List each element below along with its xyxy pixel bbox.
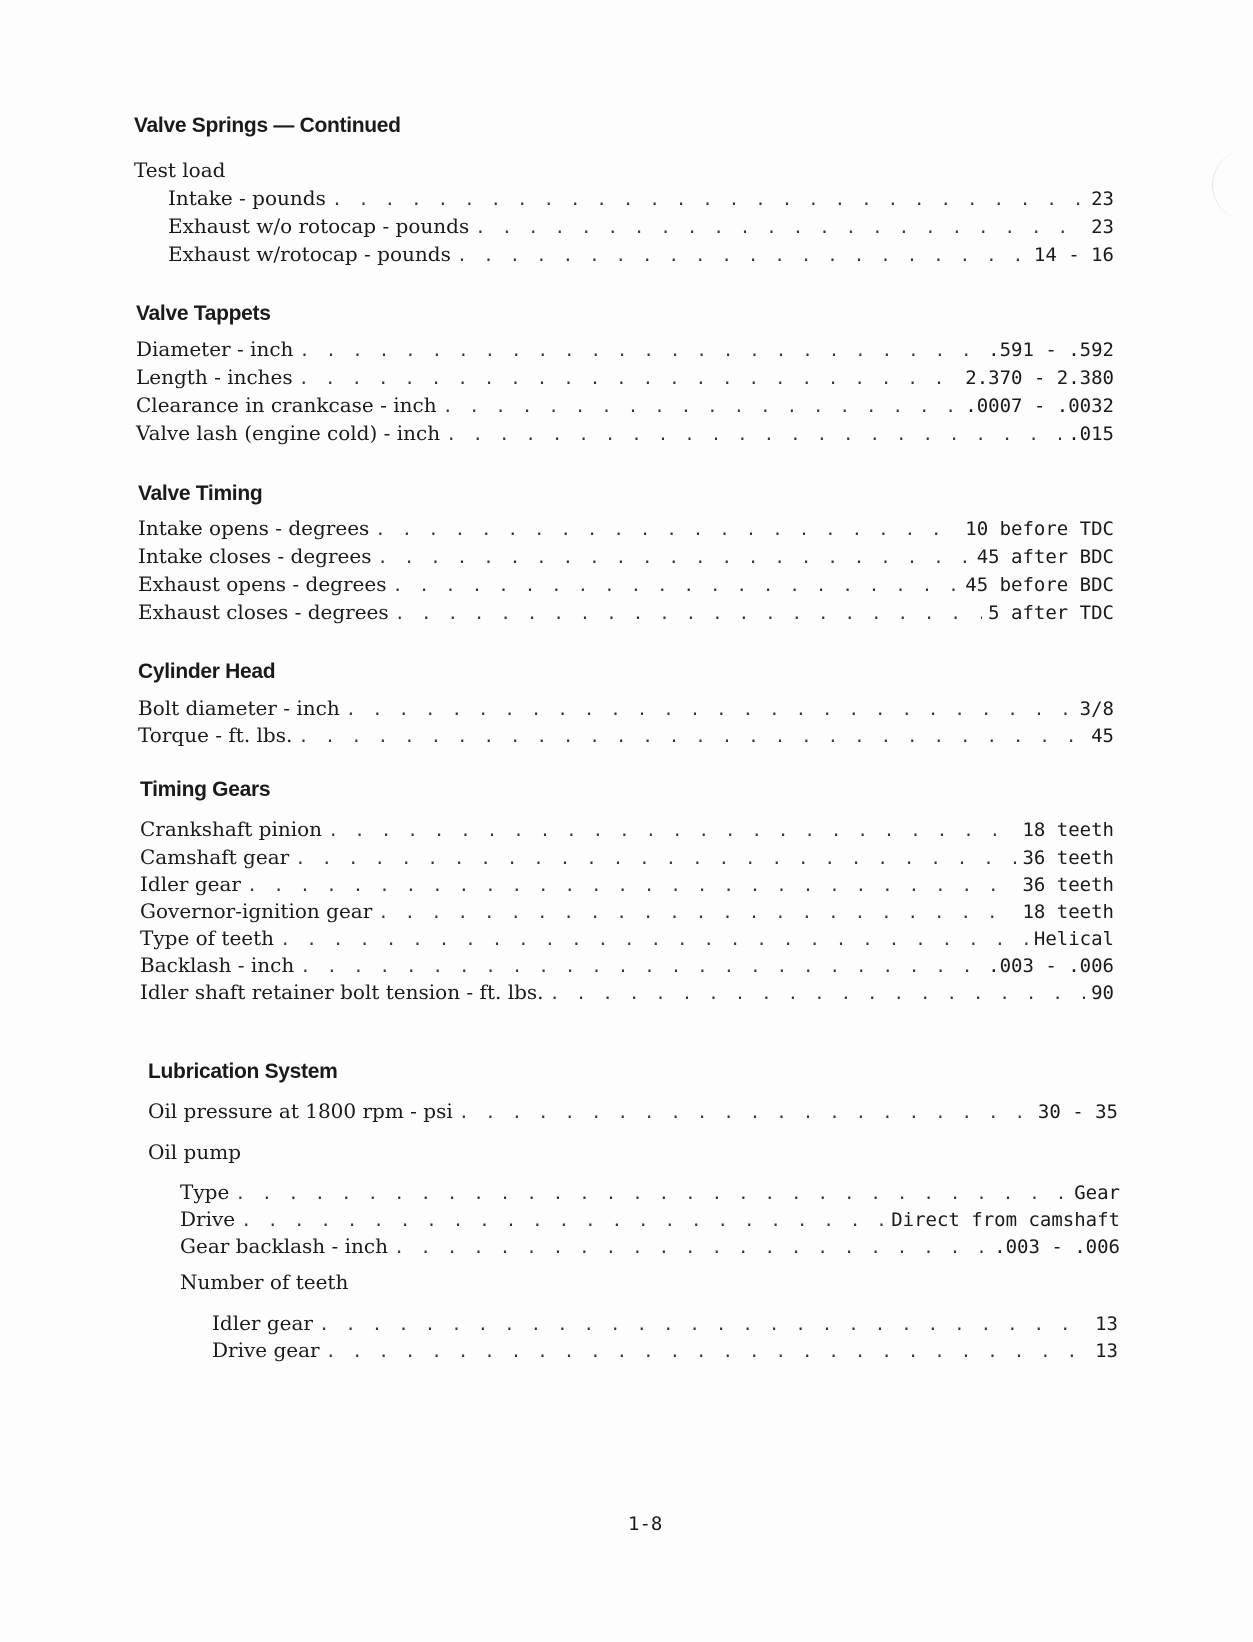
spec-label: Drive gear — [212, 1338, 320, 1362]
leader-dots — [550, 984, 1086, 1004]
spec-label: Idler gear — [212, 1311, 313, 1335]
spec-row — [138, 696, 1114, 720]
spec-row — [138, 600, 1114, 624]
leader-dots — [394, 1238, 988, 1258]
leader-dots — [280, 930, 1028, 950]
spec-row — [180, 1234, 1120, 1258]
spec-label: Intake closes - degrees — [138, 544, 372, 568]
spec-label: Bolt diameter - inch — [138, 696, 340, 720]
spec-row — [136, 365, 1114, 389]
spec-row — [136, 393, 1114, 417]
spec-label: Governor-ignition gear — [140, 899, 373, 923]
spec-value: 18 teeth — [1022, 901, 1114, 923]
test-load-label: Test load — [134, 158, 226, 182]
leader-dots — [298, 727, 1085, 747]
leader-dots — [241, 1211, 885, 1231]
spec-label: Gear backlash - inch — [180, 1234, 388, 1258]
spec-value: .003 - .006 — [994, 1236, 1120, 1258]
spec-label: Crankshaft pinion — [140, 817, 323, 841]
spec-label: Camshaft gear — [140, 845, 290, 869]
leader-dots — [247, 876, 1017, 896]
spec-row — [140, 899, 1114, 923]
spec-row — [136, 337, 1114, 361]
page-number: 1-8 — [628, 1513, 663, 1535]
leader-dots — [457, 246, 1028, 266]
spec-value: Direct from camshaft — [891, 1209, 1120, 1231]
spec-label: Intake opens - degrees — [138, 516, 370, 540]
leader-dots — [300, 957, 982, 977]
spec-label: Length - inches — [136, 365, 293, 389]
spec-label: Torque - ft. lbs. — [138, 723, 293, 747]
section-heading-cylinder-head: Cylinder Head — [138, 660, 276, 683]
spec-row — [138, 572, 1114, 596]
leader-dots — [299, 369, 960, 389]
spec-label: Idler gear — [140, 872, 241, 896]
leader-dots — [346, 700, 1074, 720]
spec-row — [140, 953, 1114, 977]
spec-value: .591 - .592 — [988, 339, 1114, 361]
spec-value: Gear — [1074, 1182, 1120, 1204]
spec-value: 3/8 — [1079, 698, 1114, 720]
spec-label: Diameter - inch — [136, 337, 294, 361]
spec-value: 23 — [1091, 216, 1114, 238]
spec-row — [138, 516, 1114, 540]
spec-value: 13 — [1095, 1313, 1118, 1335]
spec-value: 5 after TDC — [988, 602, 1114, 624]
spec-value: 13 — [1095, 1340, 1118, 1362]
spec-row — [136, 421, 1114, 445]
spec-label: Valve lash (engine cold) - inch — [136, 421, 441, 445]
spec-label: Exhaust w/rotocap - pounds — [168, 242, 451, 266]
spec-row — [140, 817, 1114, 841]
leader-dots — [443, 397, 960, 417]
leader-dots — [395, 604, 983, 624]
section-heading-valve-springs: Valve Springs — Continued — [134, 114, 401, 137]
spec-value: 14 - 16 — [1033, 244, 1114, 266]
spec-row — [168, 214, 1114, 238]
spec-value: 18 teeth — [1022, 819, 1114, 841]
section-heading-valve-tappets: Valve Tappets — [136, 302, 271, 325]
section-heading-timing-gears: Timing Gears — [140, 778, 271, 801]
number-of-teeth-label: Number of teeth — [180, 1270, 349, 1294]
page-edge — [1212, 150, 1253, 220]
spec-value: Helical — [1033, 928, 1114, 950]
spec-row — [180, 1180, 1120, 1204]
spec-value: 2.370 - 2.380 — [965, 367, 1114, 389]
spec-row — [168, 242, 1114, 266]
leader-dots — [299, 341, 982, 361]
leader-dots — [326, 1342, 1090, 1362]
spec-row — [140, 845, 1114, 869]
leader-dots — [235, 1184, 1068, 1204]
leader-dots — [392, 576, 959, 596]
spec-row — [148, 1099, 1118, 1123]
spec-value: 45 — [1091, 725, 1114, 747]
spec-value: 23 — [1091, 188, 1114, 210]
spec-row — [212, 1311, 1118, 1335]
spec-label: Exhaust closes - degrees — [138, 600, 389, 624]
spec-row — [140, 872, 1114, 896]
leader-dots — [377, 548, 970, 568]
spec-row — [168, 186, 1114, 210]
spec-label: Drive — [180, 1207, 236, 1231]
leader-dots — [328, 821, 1016, 841]
spec-label: Oil pressure at 1800 rpm - psi — [148, 1099, 453, 1123]
section-heading-valve-timing: Valve Timing — [138, 482, 263, 505]
section-heading-lubrication-system: Lubrication System — [148, 1060, 338, 1083]
spec-row — [140, 926, 1114, 950]
spec-value: 10 before TDC — [965, 518, 1114, 540]
spec-value: 90 — [1091, 982, 1114, 1004]
leader-dots — [378, 903, 1016, 923]
leader-dots — [475, 218, 1085, 238]
spec-label: Idler shaft retainer bolt tension - ft. lbs. — [140, 980, 544, 1004]
oil-pump-label: Oil pump — [148, 1140, 241, 1164]
spec-row — [138, 723, 1114, 747]
spec-label: Backlash - inch — [140, 953, 295, 977]
spec-value: 36 teeth — [1022, 874, 1114, 896]
leader-dots — [446, 425, 1062, 445]
spec-value: 30 - 35 — [1037, 1101, 1118, 1123]
leader-dots — [319, 1315, 1089, 1335]
spec-label: Type of teeth — [140, 926, 275, 950]
spec-value: .015 — [1068, 423, 1114, 445]
spec-value: 45 before BDC — [965, 574, 1114, 596]
leader-dots — [459, 1103, 1032, 1123]
spec-label: Type — [180, 1180, 230, 1204]
spec-row — [138, 544, 1114, 568]
spec-label: Exhaust w/o rotocap - pounds — [168, 214, 470, 238]
spec-label: Intake - pounds — [168, 186, 326, 210]
leader-dots — [375, 520, 959, 540]
spec-value: 36 teeth — [1022, 847, 1114, 869]
spec-label: Exhaust opens - degrees — [138, 572, 387, 596]
spec-row — [140, 980, 1114, 1004]
spec-row — [212, 1338, 1118, 1362]
spec-row — [180, 1207, 1120, 1231]
spec-value: 45 after BDC — [976, 546, 1114, 568]
leader-dots — [332, 190, 1085, 210]
spec-label: Clearance in crankcase - inch — [136, 393, 437, 417]
leader-dots — [295, 849, 1016, 869]
spec-value: .0007 - .0032 — [965, 395, 1114, 417]
spec-value: .003 - .006 — [988, 955, 1114, 977]
